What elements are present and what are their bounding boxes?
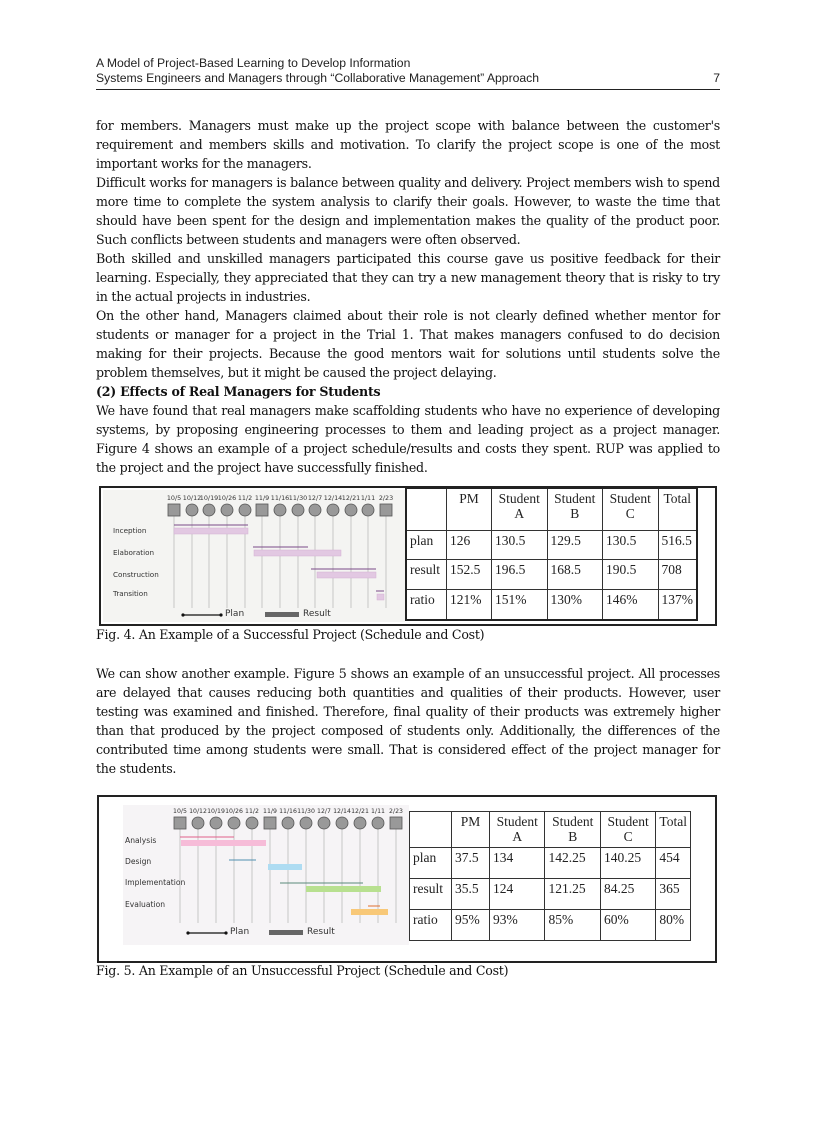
svg-text:10/12: 10/12: [182, 494, 202, 502]
table-cell: 60%: [600, 910, 655, 941]
gantt-svg-fig4: [103, 490, 405, 622]
svg-text:Analysis: Analysis: [125, 836, 157, 845]
table-header-cell: [406, 488, 447, 530]
table-cell: 708: [658, 560, 697, 590]
svg-text:11/2: 11/2: [245, 808, 259, 815]
table-header-cell: Total: [658, 488, 697, 530]
figure-4-caption: Fig. 4. An Example of a Successful Project (Schedule and Cost): [96, 627, 485, 642]
svg-text:12/7: 12/7: [317, 808, 331, 815]
svg-text:11/30: 11/30: [297, 808, 315, 815]
section-subheading: (2) Effects of Real Managers for Students: [96, 384, 381, 399]
svg-text:12/21: 12/21: [341, 494, 361, 502]
svg-text:10/5: 10/5: [173, 808, 187, 815]
table-cell: 146%: [603, 590, 659, 621]
legend-plan-label: Plan: [225, 609, 245, 619]
svg-text:Design: Design: [125, 857, 152, 866]
svg-text:10/26: 10/26: [225, 808, 243, 815]
paragraph: On the other hand, Managers claimed about their role is not clearly defined whether mentor for students or manager for a project in the Trial 1. That makes managers confused to do decision making for their projects. Because the good mentors wait for solutions until students solve the problem themselves, but it might be caused the project delaying.: [96, 308, 720, 380]
table-cell: 85%: [545, 910, 600, 941]
table-cell: 93%: [490, 910, 545, 941]
table-row: [406, 560, 697, 590]
running-header: [96, 56, 720, 86]
table-header-cell: Student A: [490, 812, 545, 848]
table-cell: 140.25: [600, 848, 655, 879]
row-label: plan: [410, 848, 452, 879]
paragraph: Difficult works for managers is balance between quality and delivery. Project members wish to spend more time to complete the system analysis to clarify their goals. However, to waste the time that should have been spent for the design and implementation makes the quality of the product poor. Such conflicts between students and managers were often observed.: [96, 175, 720, 247]
row-label: result: [410, 879, 452, 910]
paragraph: for members. Managers must make up the project scope with balance between the customer's requirement and members skills and motivation. To clarify the project scope is one of the most important works for the managers.: [96, 118, 720, 171]
svg-text:11/9: 11/9: [254, 494, 270, 502]
figure-5-caption: Fig. 5. An Example of an Unsuccessful Project (Schedule and Cost): [96, 963, 509, 978]
table-row: [406, 530, 697, 560]
body-text-middle: [96, 664, 720, 778]
cost-table-fig4: [405, 487, 698, 621]
svg-text:11/16: 11/16: [279, 808, 297, 815]
table-cell: 196.5: [492, 560, 548, 590]
svg-text:10/19: 10/19: [199, 494, 219, 502]
svg-text:12/21: 12/21: [351, 808, 369, 815]
header-line2: [96, 71, 720, 86]
gantt-chart-fig4: [103, 490, 405, 622]
gantt-svg-fig5: [123, 805, 409, 945]
table-header-cell: PM: [452, 812, 490, 848]
legend-plan-label: Plan: [230, 927, 250, 937]
table-cell: 37.5: [452, 848, 490, 879]
svg-text:11/16: 11/16: [270, 494, 290, 502]
table-header-cell: Total: [656, 812, 691, 848]
table-row: [410, 848, 691, 879]
svg-text:11/9: 11/9: [263, 808, 277, 815]
table-cell: 130.5: [492, 530, 548, 560]
table-header-cell: [410, 812, 452, 848]
table-row: [410, 910, 691, 941]
paragraph: We can show another example. Figure 5 shows an example of an unsuccessful project. All processes are delayed that causes reducing both quantities and qualities of their products. However, user testing was examined and finished. Therefore, final quality of their products was extremely higher than that produced by the project composed of students only. Additionally, the differences of the contributed time among students were small. That is considered effect of the project manager for the students.: [96, 666, 720, 776]
table-cell: 137%: [658, 590, 697, 621]
svg-text:12/14: 12/14: [323, 494, 343, 502]
svg-text:10/12: 10/12: [189, 808, 207, 815]
legend-result-label: Result: [307, 927, 335, 937]
table-cell: 121.25: [545, 879, 600, 910]
table-header-cell: Student B: [547, 488, 603, 530]
table-cell: 80%: [656, 910, 691, 941]
table-header-row: [410, 812, 691, 848]
legend-result-label: Result: [303, 609, 331, 619]
svg-text:Evaluation: Evaluation: [125, 900, 166, 909]
svg-text:Construction: Construction: [113, 570, 159, 579]
table-row: [406, 590, 697, 621]
table-row: [410, 879, 691, 910]
header-title-line2: Systems Engineers and Managers through “Collaborative Management” Approach: [96, 71, 540, 85]
table-header-cell: Student B: [545, 812, 600, 848]
svg-text:12/14: 12/14: [333, 808, 351, 815]
table-cell: 365: [656, 879, 691, 910]
svg-text:Elaboration: Elaboration: [113, 548, 155, 557]
table-cell: 152.5: [447, 560, 492, 590]
table-cell: 126: [447, 530, 492, 560]
table-cell: 454: [656, 848, 691, 879]
table-cell: 129.5: [547, 530, 603, 560]
svg-text:Transition: Transition: [113, 589, 148, 598]
svg-text:10/5: 10/5: [166, 494, 182, 502]
row-label: result: [406, 560, 447, 590]
page-number: 7: [713, 71, 720, 85]
cost-table-fig5: [409, 811, 691, 941]
figure-4: [99, 486, 717, 626]
table-cell: 168.5: [547, 560, 603, 590]
table-cell: 35.5: [452, 879, 490, 910]
figure-5: [97, 795, 717, 963]
table-cell: 130.5: [603, 530, 659, 560]
svg-text:10/26: 10/26: [217, 494, 237, 502]
svg-text:10/19: 10/19: [207, 808, 225, 815]
table-cell: 130%: [547, 590, 603, 621]
gantt-chart-fig5: [123, 805, 409, 945]
table-header-row: [406, 488, 697, 530]
table-header-cell: PM: [447, 488, 492, 530]
table-cell: 124: [490, 879, 545, 910]
table-cell: 151%: [492, 590, 548, 621]
svg-text:Inception: Inception: [113, 526, 147, 535]
header-rule: [96, 89, 720, 90]
body-text-top: [96, 116, 720, 477]
table-cell: 134: [490, 848, 545, 879]
svg-text:2/23: 2/23: [378, 494, 394, 502]
svg-text:1/11: 1/11: [371, 808, 385, 815]
header-title-line1: A Model of Project-Based Learning to Develop Information: [96, 56, 411, 70]
table-header-cell: Student C: [603, 488, 659, 530]
svg-text:12/7: 12/7: [307, 494, 323, 502]
paragraph: We have found that real managers make scaffolding students who have no experience of developing systems, by proposing engineering processes to them and leading project as a project manager. Figure 4 shows an example of a project schedule/results and costs they spent. RUP was applied to the project and the project have successfully finished.: [96, 403, 720, 475]
paragraph: Both skilled and unskilled managers participated this course gave us positive feedback for their learning. Especially, they appreciated that they can try a new management theory that is risky to try in the actual projects in industries.: [96, 251, 720, 304]
svg-text:11/2: 11/2: [237, 494, 253, 502]
svg-text:2/23: 2/23: [389, 808, 403, 815]
table-cell: 95%: [452, 910, 490, 941]
row-label: plan: [406, 530, 447, 560]
row-label: ratio: [406, 590, 447, 621]
table-header-cell: Student C: [600, 812, 655, 848]
table-cell: 121%: [447, 590, 492, 621]
row-label: ratio: [410, 910, 452, 941]
table-cell: 142.25: [545, 848, 600, 879]
svg-text:11/30: 11/30: [288, 494, 308, 502]
table-header-cell: Student A: [492, 488, 548, 530]
table-cell: 516.5: [658, 530, 697, 560]
table-cell: 190.5: [603, 560, 659, 590]
table-cell: 84.25: [600, 879, 655, 910]
svg-text:1/11: 1/11: [360, 494, 376, 502]
svg-text:Implementation: Implementation: [125, 878, 186, 887]
